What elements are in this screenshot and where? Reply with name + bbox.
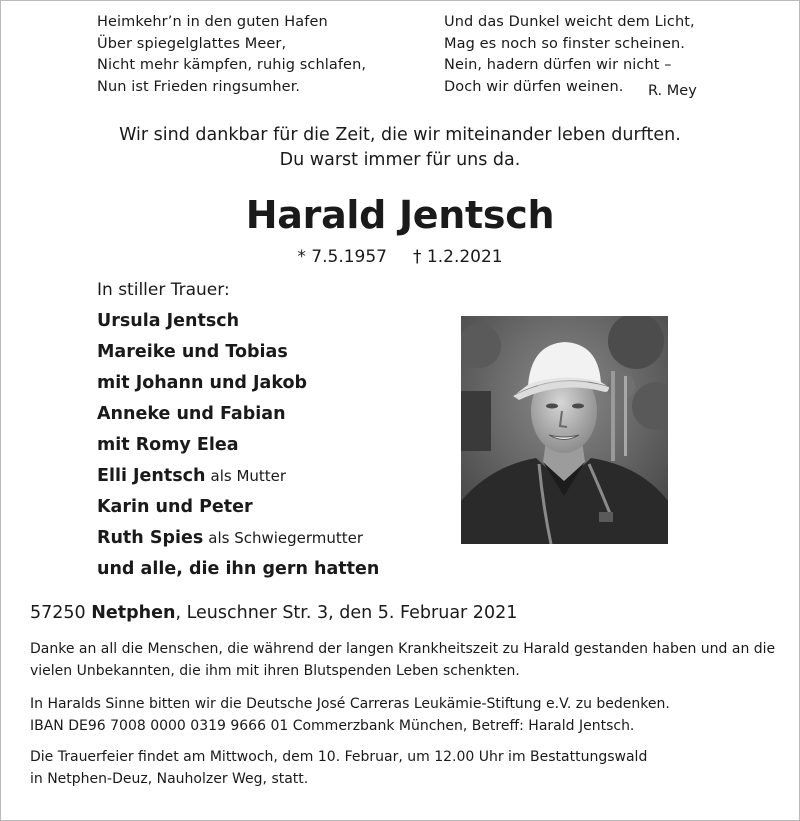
mourner-name: Ruth Spies (97, 528, 204, 548)
gratitude-text (0, 123, 800, 173)
paragraph-line: in Netphen-Deuz, Nauholzer Weg, statt. (30, 771, 309, 787)
poem-line: Und das Dunkel weicht dem Licht, (444, 14, 695, 30)
poem-line: Mag es noch so finster scheinen. (444, 35, 685, 52)
mourner-item (97, 308, 379, 339)
mourner-name: Mareike und Tobias (97, 342, 288, 362)
deceased-name: Harald Jentsch (245, 193, 555, 237)
poem-line: Doch wir dürfen weinen. (444, 78, 624, 95)
mourner-item (97, 432, 379, 463)
thanks-paragraph (30, 638, 780, 682)
mourner-item (97, 401, 379, 432)
paragraph-line: IBAN DE96 7008 0000 0319 9666 01 Commerzbank München, Betreff: Harald Jentsch. (30, 718, 635, 734)
mourner-name: mit Romy Elea (97, 435, 239, 455)
paragraph-line: Die Trauerfeier findet am Mittwoch, dem 10. Februar, um 12.00 Uhr im Bestattungswald (30, 749, 648, 765)
mourner-item (97, 525, 379, 556)
mourner-name: und alle, die ihn gern hatten (97, 559, 380, 579)
poem-line: Nun ist Frieden ringsumher. (97, 78, 301, 95)
poem-line: Nein, hadern dürfen wir nicht – (444, 57, 672, 73)
gratitude-line: Du warst immer für uns da. (279, 150, 521, 170)
death-date: † 1.2.2021 (413, 247, 503, 267)
mourner-item (97, 556, 379, 587)
poem-line: Heimkehr’n in den guten Hafen (97, 14, 328, 30)
donation-paragraph (30, 693, 780, 737)
life-dates (0, 245, 800, 269)
address-rest: , Leuschner Str. 3, den 5. Februar 2021 (175, 603, 518, 623)
mourners-list (97, 308, 379, 587)
mourner-name: Elli Jentsch (97, 466, 206, 486)
mourning-label: In stiller Trauer: (97, 280, 230, 300)
mourner-item (97, 339, 379, 370)
poem-line: Über spiegelglattes Meer, (97, 35, 287, 52)
portrait-photo (461, 316, 668, 544)
paragraph-line: Danke an all die Menschen, die während der langen Krankheitszeit zu Harald gestanden haben und an die (30, 641, 776, 657)
postcode: 57250 (30, 603, 86, 623)
mourner-item (97, 463, 379, 494)
mourner-relation: als Mutter (210, 467, 287, 485)
mourner-name: Karin und Peter (97, 497, 253, 517)
mourner-name: Anneke und Fabian (97, 404, 286, 424)
poem-left-stanza (97, 12, 366, 98)
poem-author: R. Mey (648, 83, 697, 99)
gratitude-line: Wir sind dankbar für die Zeit, die wir miteinander leben durften. (119, 125, 681, 145)
mourner-relation: als Schwiegermutter (208, 529, 364, 547)
birth-date: * 7.5.1957 (297, 247, 387, 267)
mourner-name: mit Johann und Jakob (97, 373, 308, 393)
funeral-paragraph (30, 746, 780, 790)
paragraph-line: In Haralds Sinne bitten wir die Deutsche José Carreras Leukämie-Stiftung e.V. zu bedenken. (30, 696, 670, 712)
mourner-item (97, 370, 379, 401)
mourner-name: Ursula Jentsch (97, 311, 240, 331)
city: Netphen (91, 603, 176, 623)
paragraph-line: vielen Unbekannten, die ihm mit ihren Blutspenden Leben schenkten. (30, 663, 520, 679)
portrait-illustration (461, 316, 668, 544)
poem-line: Nicht mehr kämpfen, ruhig schlafen, (97, 57, 367, 73)
address-line (30, 600, 517, 626)
mourner-item (97, 494, 379, 525)
